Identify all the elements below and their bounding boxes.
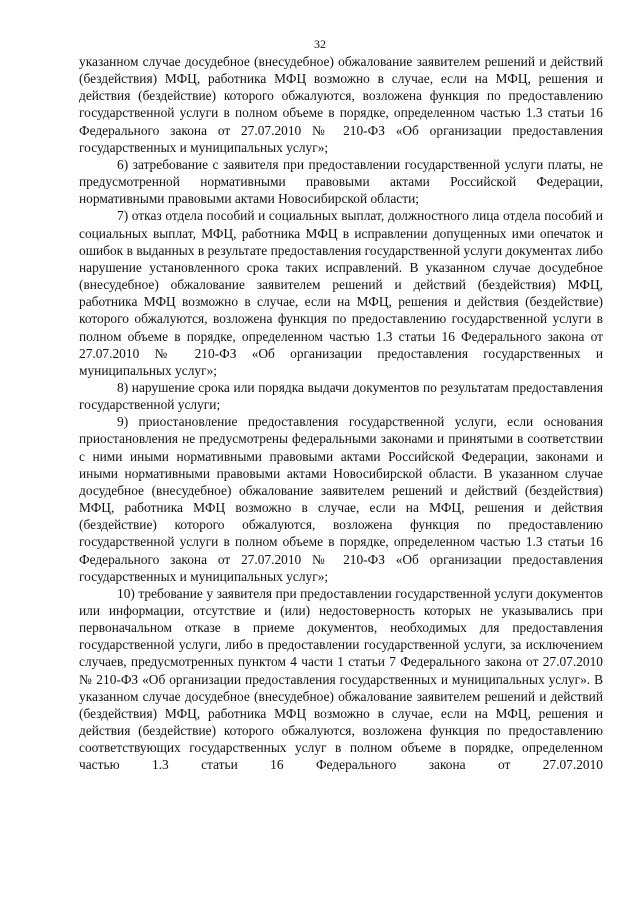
document-body bbox=[79, 53, 603, 774]
paragraph-item-9: 9) приостановление предоставления государственной услуги, если основания приостановления не предусмотрены федеральными законами и принятыми в соответствии с ними иными нормативными правовыми актами Российской Федерации, законами и иными нормативными правовыми актами Новосибирской области. В указанном случае досудебное (внесудебное) обжалование заявителем решений и действий (бездействия) МФЦ, работника МФЦ возможно в случае, если на МФЦ, решения и действия (бездействие) которого обжалуются, возложена функция по предоставлению государственной услуги в полном объеме в порядке, определенном частью 1.3 статьи 16 Федерального закона от 27.07.2010 № 210-ФЗ «Об организации предоставления государственных и муниципальных услуг»; bbox=[79, 414, 603, 584]
paragraph-item-8: 8) нарушение срока или порядка выдачи документов по результатам предоставления государственной услуги; bbox=[79, 379, 603, 413]
paragraph-item-6: 6) затребование с заявителя при предоставлении государственной услуги платы, не предусмотренной нормативными правовыми актами Российской Федерации, нормативными правовыми актами Новосибирской области; bbox=[79, 156, 603, 207]
paragraph-item-10: 10) требование у заявителя при предоставлении государственной услуги документов или информации, отсутствие и (или) недостоверность которых не указывались при первоначальном отказе в приеме документов, необходимых для предоставления государственной услуги, либо в предоставлении государственной услуги, за исключением случаев, предусмотренных пунктом 4 части 1 статьи 7 Федерального закона от 27.07.2010 № 210-ФЗ «Об организации предоставления государственных и муниципальных услуг». В указанном случае досудебное (внесудебное) обжалование заявителем решений и действий (бездействия) МФЦ, работника МФЦ возможно в случае, если на МФЦ, решения и действия (бездействие) которого обжалуются, возложена функция по предоставлению соответствующих государственных услуг в полном объеме в порядке, определенном частью 1.3 статьи 16 Федерального закона от 27.07.2010 bbox=[79, 585, 603, 773]
page-number: 32 bbox=[314, 37, 326, 51]
paragraph-continuation: указанном случае досудебное (внесудебное) обжалование заявителем решений и действий (бездействия) МФЦ, работника МФЦ возможно в случае, если на МФЦ, решения и действия (бездействие) которого обжалуются, возложена функция по предоставлению государственной услуги в полном объеме в порядке, определенном частью 1.3 статьи 16 Федерального закона от 27.07.2010 № 210-ФЗ «Об организации предоставления государственных и муниципальных услуг»; bbox=[79, 54, 603, 155]
paragraph-item-7: 7) отказ отдела пособий и социальных выплат, должностного лица отдела пособий и социальных выплат, МФЦ, работника МФЦ в исправлении допущенных ими опечаток и ошибок в выданных в результате предоставления государственной услуги документах либо нарушение установленного срока таких исправлений. В указанном случае досудебное (внесудебное) обжалование заявителем решений и действий (бездействия) МФЦ, работника МФЦ возможно в случае, если на МФЦ, решения и действия (бездействие) которого обжалуются, возложена функция по предоставлению государственной услуги в полном объеме в порядке, определенном частью 1.3 статьи 16 Федерального закона от 27.07.2010 № 210-ФЗ «Об организации предоставления государственных и муниципальных услуг»; bbox=[79, 208, 603, 378]
